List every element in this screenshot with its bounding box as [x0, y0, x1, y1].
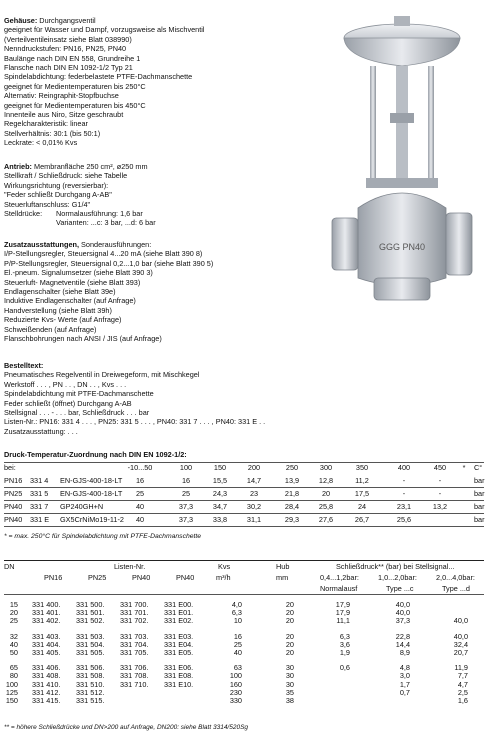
intro-block [4, 16, 204, 148]
dn-value-cell: 331 415. [32, 696, 61, 705]
dn-value-cell: 63 [233, 663, 242, 673]
dn-value-cell: 11,1 [336, 616, 350, 626]
zusatz-line: Endlagenschalter (siehe Blatt 39e) [4, 287, 116, 297]
zusatz-line: Handverstellung (siehe Blatt 39h) [4, 305, 112, 315]
dn-value-cell: 331 515. [76, 696, 105, 705]
intro-line: geeignet für Medientemperaturen bis 450°C [4, 100, 146, 110]
pt-cell: 29,3 [284, 515, 300, 524]
dn-value-cell: 8,9 [399, 648, 410, 657]
pt-cell: bar [474, 476, 485, 485]
kvs-unit: m³/h [216, 573, 231, 582]
dn-cell: 50 [9, 648, 18, 657]
bestell-line: Listen-Nr.: PN16: 331 4 . . . , PN25: 331 5 . . . , PN40: 331 7 . . . , PN40: 331 E . . [4, 417, 266, 427]
stelldruck-line2: Varianten: ...c: 3 bar, ...d: 6 bar [56, 218, 156, 227]
dn-value-cell: 40 [233, 648, 242, 657]
bestell-line: Spindelabdichtung mit PTFE-Dachmanschette [4, 389, 154, 399]
pt-cell: 11,2 [355, 476, 369, 485]
dn-value-cell: 331 E02. [164, 616, 194, 626]
hub-header: Hub [276, 562, 290, 571]
dn-value-cell: 331 700. [120, 600, 149, 609]
pt-cell: bar [474, 515, 485, 524]
dn-value-cell: 17,9 [335, 608, 350, 618]
pt-cell: EN-GJS-400-18-LT [60, 489, 123, 498]
bestell-line: Stellsignal . . . - . . . bar, Schließdruck . . . bar [4, 408, 150, 418]
dn-cell: 15 [9, 600, 18, 609]
dn-value-cell: 331 503. [76, 631, 105, 641]
dn-value-cell: 40,0 [453, 631, 468, 641]
dn-value-cell: 331 E01. [164, 608, 194, 618]
pt-header-cell: 100 [179, 463, 193, 472]
intro-line: Leckrate: < 0,01% Kvs [4, 138, 78, 148]
intro-line: Nenndruckstufen: PN16, PN25, PN40 [4, 44, 127, 54]
dn-value-cell: 330 [229, 696, 242, 705]
zusatz-line: P/P-Stellungsregler, Steuersignal 0,2...1,0 bar (siehe Blatt 390 5) [4, 258, 214, 268]
hub-unit: mm [276, 573, 289, 582]
dn-value-cell: 3,6 [339, 639, 350, 649]
zusatz-line: Steuerluft- Magnetventile (siehe Blatt 393) [4, 277, 141, 287]
type-1: Normalausf [320, 584, 358, 593]
dn-value-cell: 331 512. [76, 687, 105, 697]
dn-value-cell: 331 704. [120, 639, 149, 649]
pt-cell: 25 [181, 489, 191, 498]
dn-value-cell: 20 [285, 639, 294, 649]
pt-cell: - [402, 476, 406, 485]
dn-value-cell: 331 501. [76, 608, 105, 618]
dn-value-cell: 331 E05. [164, 648, 194, 657]
intro-line: Spindelabdichtung: federbelastete PTFE-Dachmanschette [4, 72, 193, 82]
pt-header-cell: 300 [319, 463, 333, 472]
dn-value-cell: 1,7 [399, 679, 410, 689]
dn-value-cell: 331 504. [76, 639, 105, 649]
dn-value-cell: 331 406. [32, 663, 61, 673]
pt-cell: 25,6 [396, 515, 412, 524]
pt-cell: EN-GJS-400-18-LT [60, 476, 123, 485]
intro-line: geeignet für Wasser und Dampf, vorzugsweise als Mischventil [4, 25, 205, 35]
pt-cell: 28,4 [284, 502, 300, 511]
range-3: 2,0...4,0bar: [436, 573, 475, 582]
pt-cell: PN25 [4, 489, 23, 498]
pt-cell: 23,1 [396, 502, 412, 511]
dn-value-cell: 331 701. [120, 608, 149, 618]
bestell-line: Feder schließt (öffnet) Durchgang A-AB [4, 398, 132, 408]
dn-value-cell: 331 510. [76, 679, 105, 689]
pt-cell: 20 [321, 489, 331, 498]
antrieb-line: Wirkungsrichtung (reversierbar): [4, 180, 109, 190]
dn-value-cell: 2,5 [457, 687, 468, 697]
pn16-header: PN16 [44, 573, 63, 582]
pn40-header: PN40 [132, 573, 151, 582]
pt-cell: 21,8 [284, 489, 300, 498]
pt-cell: 27,6 [318, 515, 334, 524]
dn-value-cell: 331 401. [32, 608, 61, 618]
dn-value-cell: 331 702. [120, 616, 149, 626]
pt-table-title: Druck-Temperatur-Zuordnung nach DIN EN 1092-1/2: [4, 450, 187, 459]
dn-value-cell: 14,4 [395, 639, 410, 649]
pt-cell: GP240GH+N [60, 502, 104, 511]
pt-cell: 40 [135, 502, 145, 511]
bestell-block [4, 361, 265, 436]
dn-value-cell: 30 [285, 671, 294, 681]
pt-header-cell: 150 [213, 463, 227, 472]
dn-cell: 32 [9, 631, 18, 641]
pt-header-cell: C° [474, 463, 483, 472]
intro-line: (Verteilventileinsatz siehe Blatt 038990) [4, 34, 132, 44]
intro-line: Flansche nach DIN EN 1092-1/2 Typ 21 [4, 63, 133, 73]
pt-cell: 331 E [30, 515, 50, 524]
dn-value-cell: 331 502. [76, 616, 105, 626]
pt-cell: 30,2 [246, 502, 262, 511]
dn-value-cell: 4,8 [399, 663, 410, 673]
dn-value-cell: 331 710. [120, 679, 149, 689]
pt-cell: 17,5 [354, 489, 370, 498]
dn-value-cell: 331 706. [120, 663, 149, 673]
pt-cell: 12,8 [318, 476, 334, 485]
zusatz-block [4, 240, 213, 343]
intro-line: Alternativ: Reingraphit-Stopfbuchse [4, 91, 119, 101]
dn-value-cell: 20 [285, 608, 294, 618]
type-3: Type ...d [442, 584, 470, 593]
dn-value-cell: 40,0 [395, 600, 410, 609]
dn-value-cell: 331 405. [32, 648, 61, 657]
pt-footnote: * = max. 250°C für Spindelabdichtung mit PTFE-Dachmanschette [4, 533, 202, 540]
pt-cell: 14,7 [246, 476, 262, 485]
dn-value-cell: 331 404. [32, 639, 61, 649]
pt-header-cell: 450 [433, 463, 447, 472]
pt-cell: PN16 [4, 476, 23, 485]
pt-header-cell: 350 [355, 463, 369, 472]
bestell-line: Zusatzausstattung: . . . [4, 426, 78, 436]
dn-value-cell: 1,6 [457, 696, 468, 705]
pt-cell: 23 [249, 489, 259, 498]
dn-value-cell: 331 505. [76, 648, 105, 657]
intro-line: Baulänge nach DIN EN 558, Grundreihe 1 [4, 53, 141, 63]
pt-cell: 24 [357, 502, 367, 511]
antrieb-line: Steuerluftanschluss: G1/4" [4, 199, 91, 209]
dn-value-cell: 331 E08. [164, 671, 194, 681]
pt-header-cell: 200 [247, 463, 261, 472]
valve-body-label: GGG PN40 [378, 242, 426, 252]
pt-header-cell: * [462, 463, 466, 472]
pt-cell: 25,8 [318, 502, 334, 511]
dn-value-cell: 30 [285, 679, 294, 689]
intro-line: Innenteile aus Niro, Sitze geschraubt [4, 110, 124, 120]
dn-value-cell: 331 E00. [164, 600, 194, 609]
bestell-line: Bestelltext: [4, 361, 44, 370]
dn-value-cell: 331 508. [76, 671, 105, 681]
dn-cell: 100 [5, 679, 18, 689]
stelldruck-label: Stelldrücke: [4, 209, 43, 218]
pt-cell: 33,8 [212, 515, 228, 524]
pt-cell: 331 5 [30, 489, 49, 498]
antrieb-line: Stellkraft / Schließdruck: siehe Tabelle [4, 171, 128, 181]
intro-line: Regelcharakteristik: linear [4, 119, 88, 129]
dn-value-cell: 331 410. [32, 679, 61, 689]
dn-value-cell: 331 400. [32, 600, 61, 609]
dn-value-cell: 331 708. [120, 671, 149, 681]
pt-cell: 331 4 [30, 476, 49, 485]
pt-header-cell: 250 [285, 463, 299, 472]
dn-value-cell: 6,3 [339, 631, 350, 641]
dn-value-cell: 331 E03. [164, 631, 194, 641]
dn-cell: 65 [9, 663, 18, 673]
pt-cell: 13,2 [432, 502, 448, 511]
dn-value-cell: 25 [233, 639, 242, 649]
dn-value-cell: 230 [229, 687, 242, 697]
pt-cell: bar [474, 489, 485, 498]
dn-value-cell: 331 403. [32, 631, 61, 641]
dn-value-cell: 17,9 [335, 600, 350, 609]
dn-value-cell: 331 500. [76, 600, 105, 609]
pt-cell: PN40 [4, 515, 23, 524]
zusatz-line: Schweißenden (auf Anfrage) [4, 324, 97, 334]
type-2: Type ...c [386, 584, 414, 593]
zusatz-line: Reduzierte Kvs- Werte (auf Anfrage) [4, 315, 122, 325]
pt-cell: - [438, 489, 442, 498]
zusatz-line: Zusatzausstattungen, Sonderausführungen: [4, 240, 152, 249]
dn-value-cell: 20 [285, 648, 294, 657]
intro-line: Stellverhältnis: 30:1 (bis 50:1) [4, 128, 101, 138]
pt-cell: PN40 [4, 502, 23, 511]
pt-cell: 37,3 [178, 502, 194, 511]
pt-cell: 26,7 [354, 515, 370, 524]
pt-cell: 24,3 [212, 489, 228, 498]
pt-cell: 40 [135, 515, 145, 524]
intro-line: Gehäuse: Durchgangsventil [4, 16, 96, 25]
dn-value-cell: 331 705. [120, 648, 149, 657]
dn-footnote: ** = höhere Schließdrücke und DN>200 auf Anfrage, DN200: siehe Blatt 3314/520Sg [4, 724, 249, 731]
schliess-header: Schließdruck** (bar) bei Stellsignal... [336, 562, 455, 571]
dn-header: DN [4, 562, 15, 571]
antrieb-line: Antrieb: Membranfläche 250 cm², ø250 mm [4, 162, 148, 171]
dn-cell: 20 [9, 608, 18, 618]
dn-value-cell: 10 [233, 616, 242, 626]
dn-cell: 80 [9, 671, 18, 681]
dn-value-cell: 331 E04. [164, 639, 194, 649]
pt-cell: 25 [135, 489, 145, 498]
range-2: 1,0...2,0bar: [378, 573, 417, 582]
pn25-header: PN25 [88, 573, 107, 582]
pt-cell: 34,7 [212, 502, 228, 511]
pt-cell: bar [474, 502, 485, 511]
dn-value-cell: 32,4 [453, 639, 468, 649]
dn-value-cell: 0,7 [399, 687, 410, 697]
pt-cell: 15,5 [212, 476, 228, 485]
pt-cell: 13,9 [284, 476, 300, 485]
dn-value-cell: 11,9 [454, 663, 468, 673]
zusatz-line: El.-pneum. Signalumsetzer (siehe Blatt 390 3) [4, 268, 153, 278]
dn-value-cell: 0,6 [339, 663, 350, 673]
pt-cell: - [402, 489, 406, 498]
pt-header-cell: 400 [397, 463, 411, 472]
dn-cell: 150 [5, 696, 18, 705]
pn40e-header: PN40 [176, 573, 195, 582]
zusatz-line: Induktive Endlagenschalter (auf Anfrage) [4, 296, 136, 306]
dn-value-cell: 20 [285, 616, 294, 626]
dn-value-cell: 20 [285, 600, 294, 609]
dn-cell: 125 [5, 687, 18, 697]
dn-value-cell: 100 [229, 671, 242, 681]
dn-value-cell: 331 402. [32, 616, 61, 626]
dn-cell: 25 [9, 616, 18, 626]
dn-value-cell: 7,7 [457, 671, 468, 681]
stelldruck-line1: Normalausführung: 1,6 bar [56, 209, 143, 218]
dn-value-cell: 35 [285, 687, 294, 697]
dn-cell: 40 [9, 639, 18, 649]
pt-cell: 16 [181, 476, 191, 485]
pt-cell: 37,3 [178, 515, 194, 524]
dn-value-cell: 3,0 [399, 671, 410, 681]
dn-value-cell: 20 [285, 631, 294, 641]
bestell-line: Werkstoff . . . , PN . . , DN . . , Kvs . . . [4, 379, 127, 389]
dn-value-cell: 331 E06. [164, 663, 194, 673]
zusatz-line: I/P-Stellungsregler, Steuersignal 4...20 mA (siehe Blatt 390 8) [4, 249, 203, 259]
dn-value-cell: 37,3 [395, 616, 410, 626]
pt-cell: 31,1 [246, 515, 262, 524]
dn-value-cell: 38 [285, 696, 294, 705]
dn-value-cell: 160 [229, 679, 242, 689]
dn-value-cell: 4,0 [231, 600, 242, 609]
range-1: 0,4...1,2bar: [320, 573, 359, 582]
dn-value-cell: 4,7 [457, 679, 468, 689]
antrieb-block [4, 162, 148, 209]
dn-value-cell: 331 412. [32, 687, 61, 697]
dn-value-cell: 40,0 [453, 616, 468, 626]
pt-cell: 16 [135, 476, 145, 485]
dn-value-cell: 331 E10. [164, 679, 194, 689]
dn-value-cell: 331 506. [76, 663, 105, 673]
dn-value-cell: 331 408. [32, 671, 61, 681]
pt-cell: GX5CrNiMo19-11-2 [60, 515, 124, 524]
dn-value-cell: 20,7 [453, 648, 468, 657]
listen-header: Listen-Nr. [114, 562, 146, 571]
dn-value-cell: 40,0 [395, 608, 410, 618]
zusatz-line: Flanschbohrungen nach ANSI / JIS (auf Anfrage) [4, 334, 162, 344]
kvs-header: Kvs [218, 562, 231, 571]
pt-cell: 331 7 [30, 502, 49, 511]
dn-value-cell: 16 [233, 631, 242, 641]
dn-value-cell: 331 703. [120, 631, 149, 641]
dn-value-cell: 30 [285, 663, 294, 673]
pt-header-cell: -10...50 [127, 463, 153, 472]
dn-value-cell: 22,8 [395, 631, 410, 641]
valve-product-image [330, 8, 480, 308]
antrieb-line: "Feder schließt Durchgang A-AB" [4, 190, 112, 200]
pt-header-cell: bei: [4, 463, 16, 472]
bestell-line: Pneumatisches Regelventil in Dreiwegeform, mit Mischkegel [4, 370, 200, 380]
dn-value-cell: 6,3 [231, 608, 242, 618]
dn-value-cell: 1,9 [339, 648, 350, 657]
intro-line: geeignet für Medientemperaturen bis 250°C [4, 81, 146, 91]
pt-cell: - [438, 476, 442, 485]
